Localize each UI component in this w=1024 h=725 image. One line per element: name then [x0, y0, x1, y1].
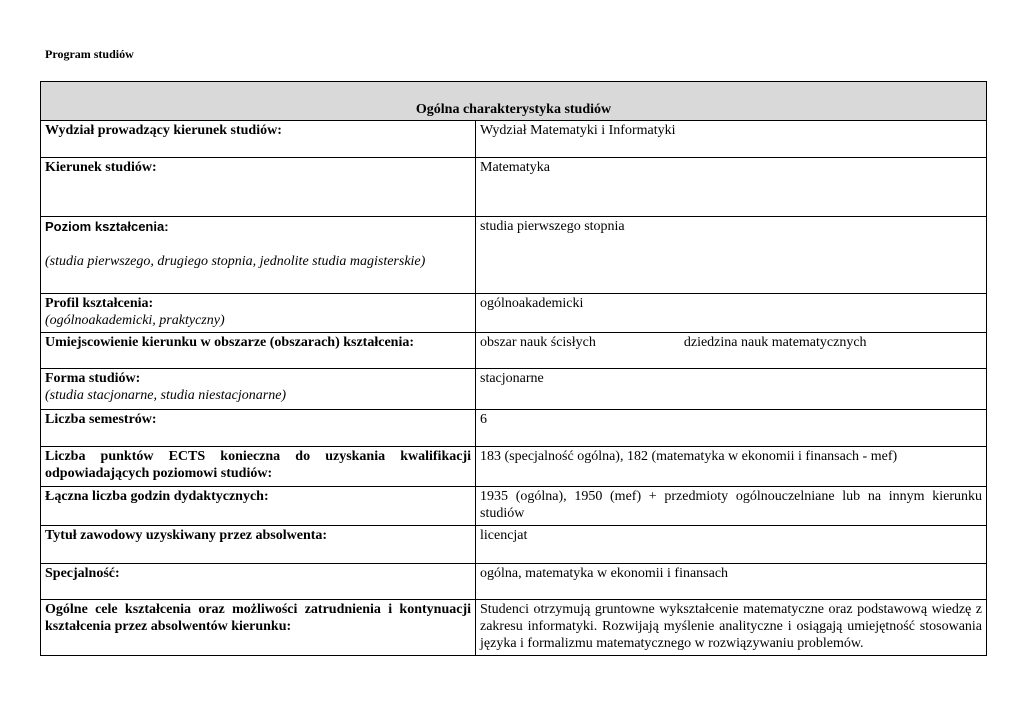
row-value: 183 (specjalność ogólna), 182 (matematyka w ekonomii i finansach - mef) [476, 447, 987, 487]
row-sublabel: (studia pierwszego, drugiego stopnia, jednolite studia magisterskie) [45, 254, 426, 269]
table-row [41, 369, 987, 410]
table-row [41, 447, 987, 487]
row-label-cell [41, 369, 476, 410]
table-row [41, 410, 987, 447]
row-value: ogólnoakademicki [476, 294, 987, 333]
row-label: Liczba punktów ECTS konieczna do uzyskania kwalifikacji odpowiadających poziomowi studiów: [41, 447, 476, 487]
row-value-cell [476, 333, 987, 369]
table-row [41, 600, 987, 656]
row-value: ogólna, matematyka w ekonomii i finansach [476, 564, 987, 600]
table-row [41, 217, 987, 294]
study-program-table [40, 81, 987, 656]
row-sublabel: (studia stacjonarne, studia niestacjonarne) [45, 388, 287, 403]
row-label-cell [41, 217, 476, 294]
row-value-secondary: dziedzina nauk matematycznych [683, 335, 867, 350]
row-value: obszar nauk ścisłych [480, 335, 596, 350]
row-label: Profil kształcenia: [45, 296, 154, 311]
row-label: Wydział prowadzący kierunek studiów: [41, 121, 476, 158]
row-value: Studenci otrzymują gruntowne wykształcenie matematyczne oraz podstawową wiedzę z zakresu informatyki. Rozwijają myślenie analityczne i osiągają umiejętność stosowania języka i formalizmu matematycznego w rozwiązywaniu problemów. [476, 600, 987, 656]
row-label: Ogólne cele kształcenia oraz możliwości zatrudnienia i kontynuacji kształcenia przez absolwentów kierunku: [41, 600, 476, 656]
row-value: 6 [476, 410, 987, 447]
row-value: Matematyka [476, 158, 987, 217]
row-value: licencjat [476, 526, 987, 564]
row-label: Poziom kształcenia: [45, 219, 169, 234]
table-header-row [41, 82, 987, 121]
row-label-cell [41, 294, 476, 333]
row-value: 1935 (ogólna), 1950 (mef) + przedmioty ogólnouczelniane lub na innym kierunku studiów [476, 487, 987, 526]
table-row [41, 487, 987, 526]
row-value: studia pierwszego stopnia [476, 217, 987, 294]
table-row [41, 121, 987, 158]
row-label: Forma studiów: [45, 371, 141, 386]
row-sublabel: (ogólnoakademicki, praktyczny) [45, 313, 225, 328]
table-row [41, 526, 987, 564]
table-header: Ogólna charakterystyka studiów [41, 82, 987, 121]
table-row [41, 294, 987, 333]
row-value: stacjonarne [476, 369, 987, 410]
row-label: Łączna liczba godzin dydaktycznych: [41, 487, 476, 526]
row-label: Kierunek studiów: [41, 158, 476, 217]
row-label: Liczba semestrów: [41, 410, 476, 447]
row-label: Tytuł zawodowy uzyskiwany przez absolwenta: [41, 526, 476, 564]
row-label: Specjalność: [41, 564, 476, 600]
row-value: Wydział Matematyki i Informatyki [476, 121, 987, 158]
table-row [41, 564, 987, 600]
table-row [41, 333, 987, 369]
row-label: Umiejscowienie kierunku w obszarze (obszarach) kształcenia: [41, 333, 476, 369]
table-row [41, 158, 987, 217]
document-title: Program studiów [45, 47, 134, 61]
